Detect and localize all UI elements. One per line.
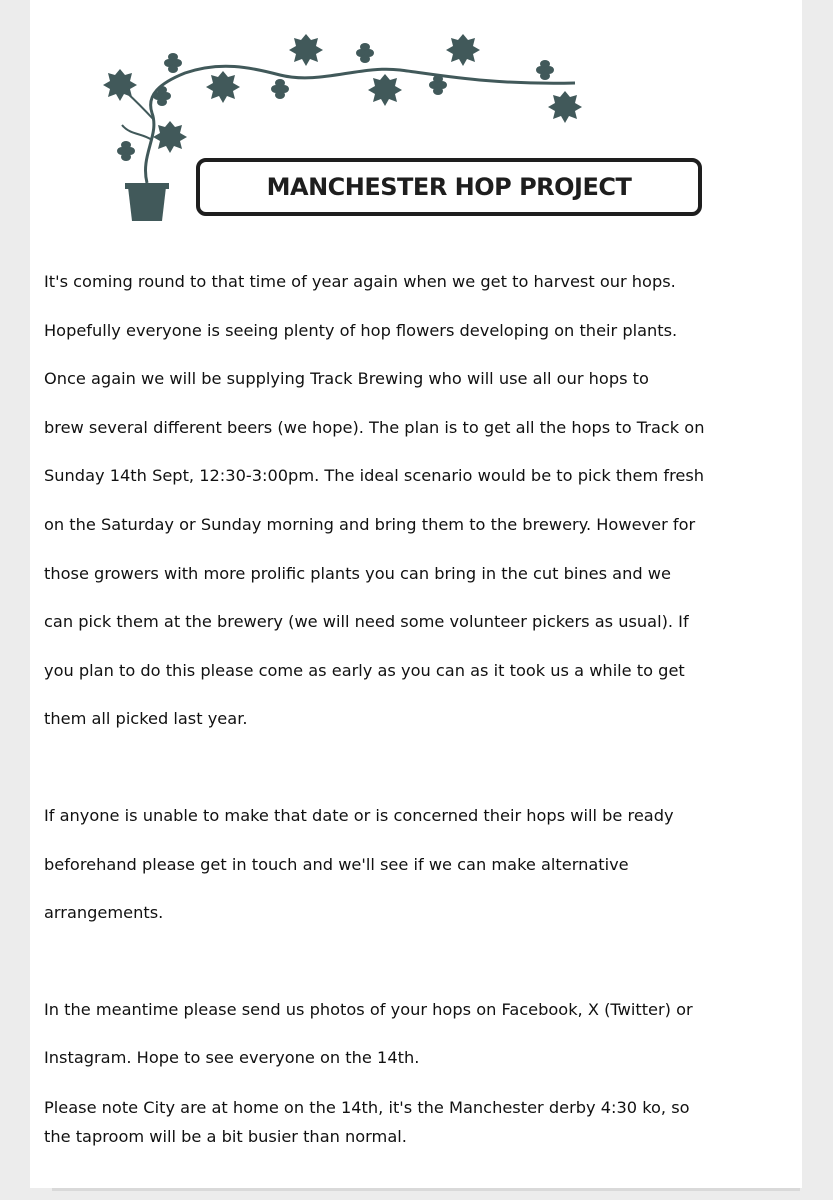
- paragraph-unable: [44, 792, 764, 938]
- letter-body: [44, 258, 764, 1151]
- text-line: beforehand please get in touch and we'll see if we can make alternative: [44, 854, 629, 874]
- paragraph-city-note: [44, 1093, 764, 1151]
- text-line: In the meantime please send us photos of your hops on Facebook, X (Twitter) or: [44, 999, 693, 1019]
- page-title: MANCHESTER HOP PROJECT: [266, 173, 632, 201]
- text-line: If anyone is unable to make that date or is concerned their hops will be ready: [44, 805, 674, 825]
- text-line: Hopefully everyone is seeing plenty of hop flowers developing on their plants.: [44, 320, 678, 340]
- text-line: can pick them at the brewery (we will need some volunteer pickers as usual). If: [44, 612, 689, 632]
- text-line: arrangements.: [44, 903, 164, 923]
- text-line: Once again we will be supplying Track Brewing who will use all our hops to: [44, 369, 649, 389]
- title-banner: [196, 158, 702, 216]
- paragraph-harvest: [44, 258, 764, 744]
- text-line: It's coming round to that time of year again when we get to harvest our hops.: [44, 272, 676, 291]
- text-line: them all picked last year.: [44, 709, 248, 729]
- paragraph-photos: [44, 986, 764, 1083]
- text-line: those growers with more prolific plants you can bring in the cut bines and we: [44, 563, 671, 583]
- pot-icon: [128, 187, 166, 221]
- text-line: brew several different beers (we hope). The plan is to get all the hops to Track on: [44, 417, 705, 437]
- text-line: Please note City are at home on the 14th, it's the Manchester derby 4:30 ko, so: [44, 1097, 690, 1117]
- text-line: Instagram. Hope to see everyone on the 14th.: [44, 1048, 420, 1068]
- page-bottom-divider: [52, 1188, 800, 1191]
- text-line: the taproom will be a bit busier than normal.: [44, 1126, 407, 1146]
- text-line: you plan to do this please come as early as you can as it took us a while to get: [44, 660, 685, 680]
- text-line: on the Saturday or Sunday morning and bring them to the brewery. However for: [44, 514, 696, 534]
- text-line: Sunday 14th Sept, 12:30-3:00pm. The ideal scenario would be to pick them fresh: [44, 466, 705, 486]
